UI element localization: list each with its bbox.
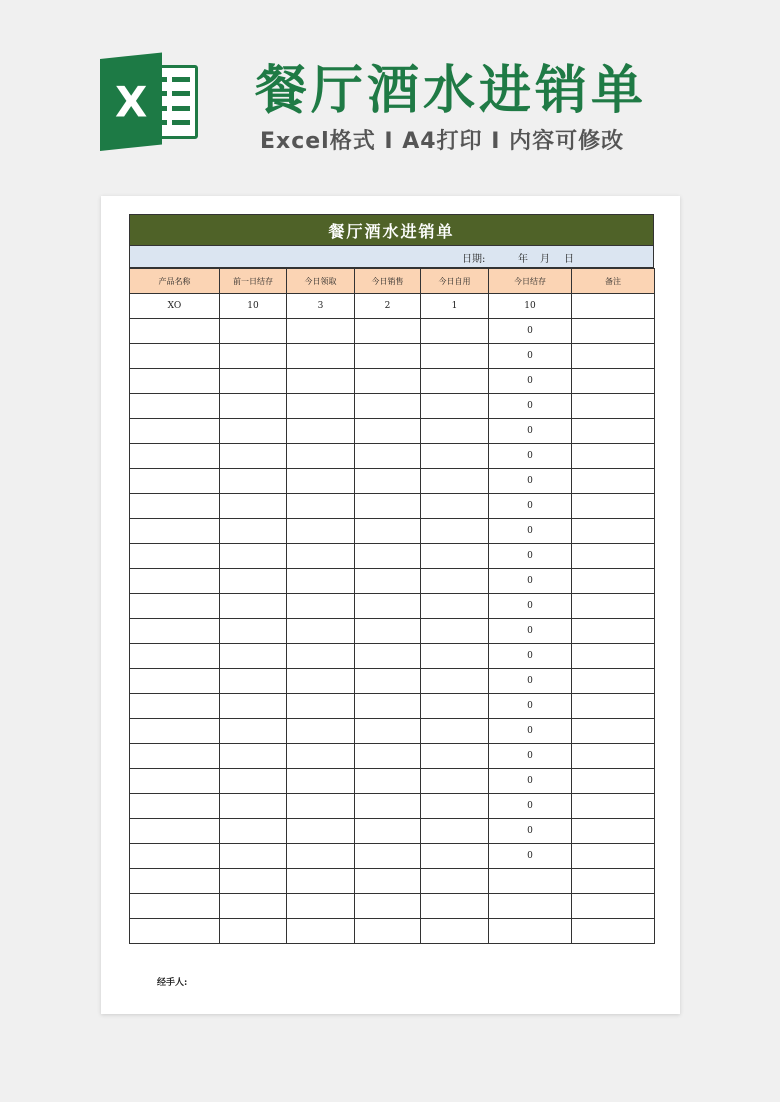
excel-logo-icon bbox=[100, 55, 200, 147]
cell-self-use[interactable]: 1 bbox=[421, 294, 489, 319]
cell-self-use[interactable] bbox=[421, 669, 489, 694]
date-year-label: 年 bbox=[518, 254, 528, 265]
cell-product[interactable] bbox=[130, 469, 220, 494]
cell-product[interactable] bbox=[130, 569, 220, 594]
cell-prev-balance[interactable] bbox=[220, 869, 287, 894]
cell-sold[interactable] bbox=[355, 794, 421, 819]
inventory-table bbox=[129, 268, 655, 944]
cell-remarks[interactable] bbox=[572, 694, 655, 719]
cell-prev-balance[interactable] bbox=[220, 394, 287, 419]
table-row bbox=[130, 519, 655, 544]
cell-sold[interactable] bbox=[355, 469, 421, 494]
cell-self-use[interactable] bbox=[421, 419, 489, 444]
cell-balance[interactable]: 0 bbox=[489, 644, 572, 669]
cell-prev-balance[interactable] bbox=[220, 694, 287, 719]
cell-prev-balance[interactable]: 10 bbox=[220, 294, 287, 319]
cell-self-use[interactable] bbox=[421, 744, 489, 769]
cell-received[interactable] bbox=[287, 844, 355, 869]
cell-prev-balance[interactable] bbox=[220, 844, 287, 869]
logo-letter: X bbox=[114, 77, 148, 127]
cell-self-use[interactable] bbox=[421, 369, 489, 394]
logo-badge bbox=[100, 52, 162, 151]
cell-remarks[interactable] bbox=[572, 569, 655, 594]
cell-self-use[interactable] bbox=[421, 769, 489, 794]
table-row bbox=[130, 369, 655, 394]
cell-remarks[interactable] bbox=[572, 494, 655, 519]
cell-balance[interactable]: 0 bbox=[489, 544, 572, 569]
cell-sold[interactable] bbox=[355, 644, 421, 669]
cell-remarks[interactable] bbox=[572, 919, 655, 944]
col-header-self-use: 今日自用 bbox=[421, 269, 489, 294]
table-row bbox=[130, 819, 655, 844]
cell-balance[interactable]: 0 bbox=[489, 369, 572, 394]
cell-remarks[interactable] bbox=[572, 294, 655, 319]
table-row bbox=[130, 719, 655, 744]
col-header-received: 今日领取 bbox=[287, 269, 355, 294]
table-row bbox=[130, 844, 655, 869]
cell-sold[interactable] bbox=[355, 894, 421, 919]
cell-sold[interactable] bbox=[355, 669, 421, 694]
cell-sold[interactable] bbox=[355, 869, 421, 894]
cell-self-use[interactable] bbox=[421, 869, 489, 894]
table-row bbox=[130, 894, 655, 919]
cell-remarks[interactable] bbox=[572, 669, 655, 694]
cell-remarks[interactable] bbox=[572, 319, 655, 344]
cell-prev-balance[interactable] bbox=[220, 644, 287, 669]
cell-sold[interactable] bbox=[355, 419, 421, 444]
cell-remarks[interactable] bbox=[572, 544, 655, 569]
cell-sold[interactable] bbox=[355, 319, 421, 344]
cell-received[interactable] bbox=[287, 419, 355, 444]
cell-remarks[interactable] bbox=[572, 844, 655, 869]
cell-received[interactable] bbox=[287, 319, 355, 344]
cell-product[interactable] bbox=[130, 794, 220, 819]
col-header-sold: 今日销售 bbox=[355, 269, 421, 294]
table-row bbox=[130, 294, 655, 319]
cell-self-use[interactable] bbox=[421, 594, 489, 619]
cell-balance[interactable]: 0 bbox=[489, 344, 572, 369]
col-header-remarks: 备注 bbox=[572, 269, 655, 294]
table-row bbox=[130, 419, 655, 444]
cell-received[interactable] bbox=[287, 744, 355, 769]
cell-self-use[interactable] bbox=[421, 819, 489, 844]
cell-received[interactable] bbox=[287, 644, 355, 669]
cell-prev-balance[interactable] bbox=[220, 894, 287, 919]
cell-balance[interactable] bbox=[489, 894, 572, 919]
table-row bbox=[130, 394, 655, 419]
cell-sold[interactable] bbox=[355, 544, 421, 569]
table-row bbox=[130, 344, 655, 369]
cell-self-use[interactable] bbox=[421, 794, 489, 819]
cell-product[interactable] bbox=[130, 544, 220, 569]
cell-self-use[interactable] bbox=[421, 544, 489, 569]
table-row bbox=[130, 494, 655, 519]
cell-sold[interactable] bbox=[355, 569, 421, 594]
cell-balance[interactable]: 0 bbox=[489, 569, 572, 594]
cell-received[interactable] bbox=[287, 369, 355, 394]
cell-received[interactable] bbox=[287, 869, 355, 894]
cell-remarks[interactable] bbox=[572, 719, 655, 744]
cell-product[interactable] bbox=[130, 894, 220, 919]
banner-title: 餐厅酒水进销单 bbox=[255, 61, 648, 121]
cell-prev-balance[interactable] bbox=[220, 769, 287, 794]
cell-received[interactable] bbox=[287, 719, 355, 744]
cell-prev-balance[interactable] bbox=[220, 419, 287, 444]
col-header-balance: 今日结存 bbox=[489, 269, 572, 294]
cell-sold[interactable] bbox=[355, 594, 421, 619]
cell-product[interactable] bbox=[130, 594, 220, 619]
cell-prev-balance[interactable] bbox=[220, 594, 287, 619]
table-row bbox=[130, 319, 655, 344]
cell-product[interactable] bbox=[130, 744, 220, 769]
cell-remarks[interactable] bbox=[572, 594, 655, 619]
cell-self-use[interactable] bbox=[421, 719, 489, 744]
cell-balance[interactable]: 0 bbox=[489, 444, 572, 469]
cell-balance[interactable]: 0 bbox=[489, 619, 572, 644]
cell-received[interactable] bbox=[287, 494, 355, 519]
cell-received[interactable] bbox=[287, 394, 355, 419]
cell-remarks[interactable] bbox=[572, 419, 655, 444]
cell-balance[interactable]: 0 bbox=[489, 694, 572, 719]
table-row bbox=[130, 469, 655, 494]
cell-product[interactable] bbox=[130, 369, 220, 394]
cell-remarks[interactable] bbox=[572, 819, 655, 844]
cell-prev-balance[interactable] bbox=[220, 444, 287, 469]
cell-sold[interactable] bbox=[355, 369, 421, 394]
cell-balance[interactable]: 0 bbox=[489, 669, 572, 694]
cell-prev-balance[interactable] bbox=[220, 369, 287, 394]
cell-received[interactable] bbox=[287, 594, 355, 619]
cell-self-use[interactable] bbox=[421, 569, 489, 594]
cell-self-use[interactable] bbox=[421, 469, 489, 494]
cell-received[interactable] bbox=[287, 694, 355, 719]
col-header-prev-balance: 前一日结存 bbox=[220, 269, 287, 294]
cell-remarks[interactable] bbox=[572, 894, 655, 919]
cell-balance[interactable]: 0 bbox=[489, 394, 572, 419]
table-row bbox=[130, 544, 655, 569]
cell-product[interactable]: XO bbox=[130, 294, 220, 319]
cell-sold[interactable] bbox=[355, 694, 421, 719]
cell-received[interactable] bbox=[287, 769, 355, 794]
table-row bbox=[130, 869, 655, 894]
table-body bbox=[130, 294, 655, 944]
cell-product[interactable] bbox=[130, 844, 220, 869]
cell-received[interactable] bbox=[287, 794, 355, 819]
cell-self-use[interactable] bbox=[421, 919, 489, 944]
cell-prev-balance[interactable] bbox=[220, 919, 287, 944]
cell-sold[interactable] bbox=[355, 494, 421, 519]
col-header-product: 产品名称 bbox=[130, 269, 220, 294]
cell-remarks[interactable] bbox=[572, 344, 655, 369]
cell-prev-balance[interactable] bbox=[220, 544, 287, 569]
cell-prev-balance[interactable] bbox=[220, 744, 287, 769]
cell-balance[interactable]: 0 bbox=[489, 844, 572, 869]
cell-self-use[interactable] bbox=[421, 319, 489, 344]
cell-sold[interactable] bbox=[355, 819, 421, 844]
cell-product[interactable] bbox=[130, 769, 220, 794]
cell-product[interactable] bbox=[130, 619, 220, 644]
cell-received[interactable] bbox=[287, 569, 355, 594]
cell-balance[interactable] bbox=[489, 869, 572, 894]
cell-received[interactable] bbox=[287, 469, 355, 494]
cell-balance[interactable]: 0 bbox=[489, 744, 572, 769]
cell-sold[interactable]: 2 bbox=[355, 294, 421, 319]
cell-remarks[interactable] bbox=[572, 394, 655, 419]
cell-prev-balance[interactable] bbox=[220, 494, 287, 519]
date-label: 日期: bbox=[462, 254, 486, 265]
cell-product[interactable] bbox=[130, 869, 220, 894]
cell-remarks[interactable] bbox=[572, 744, 655, 769]
cell-self-use[interactable] bbox=[421, 619, 489, 644]
cell-prev-balance[interactable] bbox=[220, 344, 287, 369]
cell-product[interactable] bbox=[130, 669, 220, 694]
cell-product[interactable] bbox=[130, 719, 220, 744]
cell-prev-balance[interactable] bbox=[220, 819, 287, 844]
cell-balance[interactable]: 0 bbox=[489, 769, 572, 794]
cell-sold[interactable] bbox=[355, 394, 421, 419]
cell-self-use[interactable] bbox=[421, 519, 489, 544]
cell-self-use[interactable] bbox=[421, 694, 489, 719]
cell-sold[interactable] bbox=[355, 744, 421, 769]
cell-received[interactable] bbox=[287, 519, 355, 544]
cell-balance[interactable]: 10 bbox=[489, 294, 572, 319]
cell-remarks[interactable] bbox=[572, 869, 655, 894]
cell-sold[interactable] bbox=[355, 344, 421, 369]
spreadsheet bbox=[129, 214, 654, 944]
cell-prev-balance[interactable] bbox=[220, 519, 287, 544]
table-row bbox=[130, 919, 655, 944]
cell-balance[interactable]: 0 bbox=[489, 319, 572, 344]
cell-remarks[interactable] bbox=[572, 444, 655, 469]
cell-product[interactable] bbox=[130, 394, 220, 419]
cell-prev-balance[interactable] bbox=[220, 794, 287, 819]
cell-remarks[interactable] bbox=[572, 769, 655, 794]
cell-product[interactable] bbox=[130, 319, 220, 344]
cell-sold[interactable] bbox=[355, 519, 421, 544]
date-row bbox=[129, 246, 654, 268]
cell-self-use[interactable] bbox=[421, 894, 489, 919]
cell-received[interactable] bbox=[287, 919, 355, 944]
cell-balance[interactable]: 0 bbox=[489, 594, 572, 619]
cell-product[interactable] bbox=[130, 494, 220, 519]
banner-subtitle: Excel格式 I A4打印 I 内容可修改 bbox=[260, 129, 625, 154]
cell-balance[interactable]: 0 bbox=[489, 494, 572, 519]
table-row bbox=[130, 644, 655, 669]
cell-sold[interactable] bbox=[355, 719, 421, 744]
cell-remarks[interactable] bbox=[572, 469, 655, 494]
cell-received[interactable] bbox=[287, 344, 355, 369]
cell-self-use[interactable] bbox=[421, 494, 489, 519]
table-row bbox=[130, 744, 655, 769]
table-row bbox=[130, 694, 655, 719]
cell-prev-balance[interactable] bbox=[220, 669, 287, 694]
cell-product[interactable] bbox=[130, 919, 220, 944]
cell-balance[interactable]: 0 bbox=[489, 794, 572, 819]
signer-label: 经手人: bbox=[157, 978, 188, 988]
cell-product[interactable] bbox=[130, 819, 220, 844]
cell-remarks[interactable] bbox=[572, 794, 655, 819]
cell-balance[interactable] bbox=[489, 919, 572, 944]
table-row bbox=[130, 794, 655, 819]
cell-product[interactable] bbox=[130, 644, 220, 669]
table-row bbox=[130, 569, 655, 594]
cell-product[interactable] bbox=[130, 344, 220, 369]
cell-received[interactable] bbox=[287, 444, 355, 469]
table-row bbox=[130, 594, 655, 619]
cell-received[interactable] bbox=[287, 894, 355, 919]
cell-sold[interactable] bbox=[355, 769, 421, 794]
cell-prev-balance[interactable] bbox=[220, 719, 287, 744]
cell-self-use[interactable] bbox=[421, 844, 489, 869]
cell-received[interactable] bbox=[287, 669, 355, 694]
cell-self-use[interactable] bbox=[421, 444, 489, 469]
cell-product[interactable] bbox=[130, 694, 220, 719]
date-month-label: 月 bbox=[540, 254, 550, 265]
cell-product[interactable] bbox=[130, 444, 220, 469]
table-row bbox=[130, 669, 655, 694]
cell-balance[interactable]: 0 bbox=[489, 469, 572, 494]
table-row bbox=[130, 619, 655, 644]
cell-prev-balance[interactable] bbox=[220, 319, 287, 344]
cell-received[interactable] bbox=[287, 544, 355, 569]
date-day-label: 日 bbox=[564, 254, 574, 265]
cell-product[interactable] bbox=[130, 419, 220, 444]
table-row bbox=[130, 769, 655, 794]
cell-remarks[interactable] bbox=[572, 519, 655, 544]
cell-remarks[interactable] bbox=[572, 369, 655, 394]
cell-balance[interactable]: 0 bbox=[489, 719, 572, 744]
cell-self-use[interactable] bbox=[421, 644, 489, 669]
cell-prev-balance[interactable] bbox=[220, 569, 287, 594]
cell-balance[interactable]: 0 bbox=[489, 819, 572, 844]
cell-sold[interactable] bbox=[355, 844, 421, 869]
cell-remarks[interactable] bbox=[572, 644, 655, 669]
cell-balance[interactable]: 0 bbox=[489, 519, 572, 544]
cell-received[interactable]: 3 bbox=[287, 294, 355, 319]
cell-received[interactable] bbox=[287, 619, 355, 644]
cell-sold[interactable] bbox=[355, 919, 421, 944]
table-header-row bbox=[130, 269, 655, 294]
table-row bbox=[130, 444, 655, 469]
cell-product[interactable] bbox=[130, 519, 220, 544]
cell-sold[interactable] bbox=[355, 444, 421, 469]
cell-received[interactable] bbox=[287, 819, 355, 844]
cell-self-use[interactable] bbox=[421, 344, 489, 369]
cell-self-use[interactable] bbox=[421, 394, 489, 419]
cell-prev-balance[interactable] bbox=[220, 469, 287, 494]
cell-sold[interactable] bbox=[355, 619, 421, 644]
cell-balance[interactable]: 0 bbox=[489, 419, 572, 444]
cell-prev-balance[interactable] bbox=[220, 619, 287, 644]
sheet-title: 餐厅酒水进销单 bbox=[129, 214, 654, 246]
cell-remarks[interactable] bbox=[572, 619, 655, 644]
